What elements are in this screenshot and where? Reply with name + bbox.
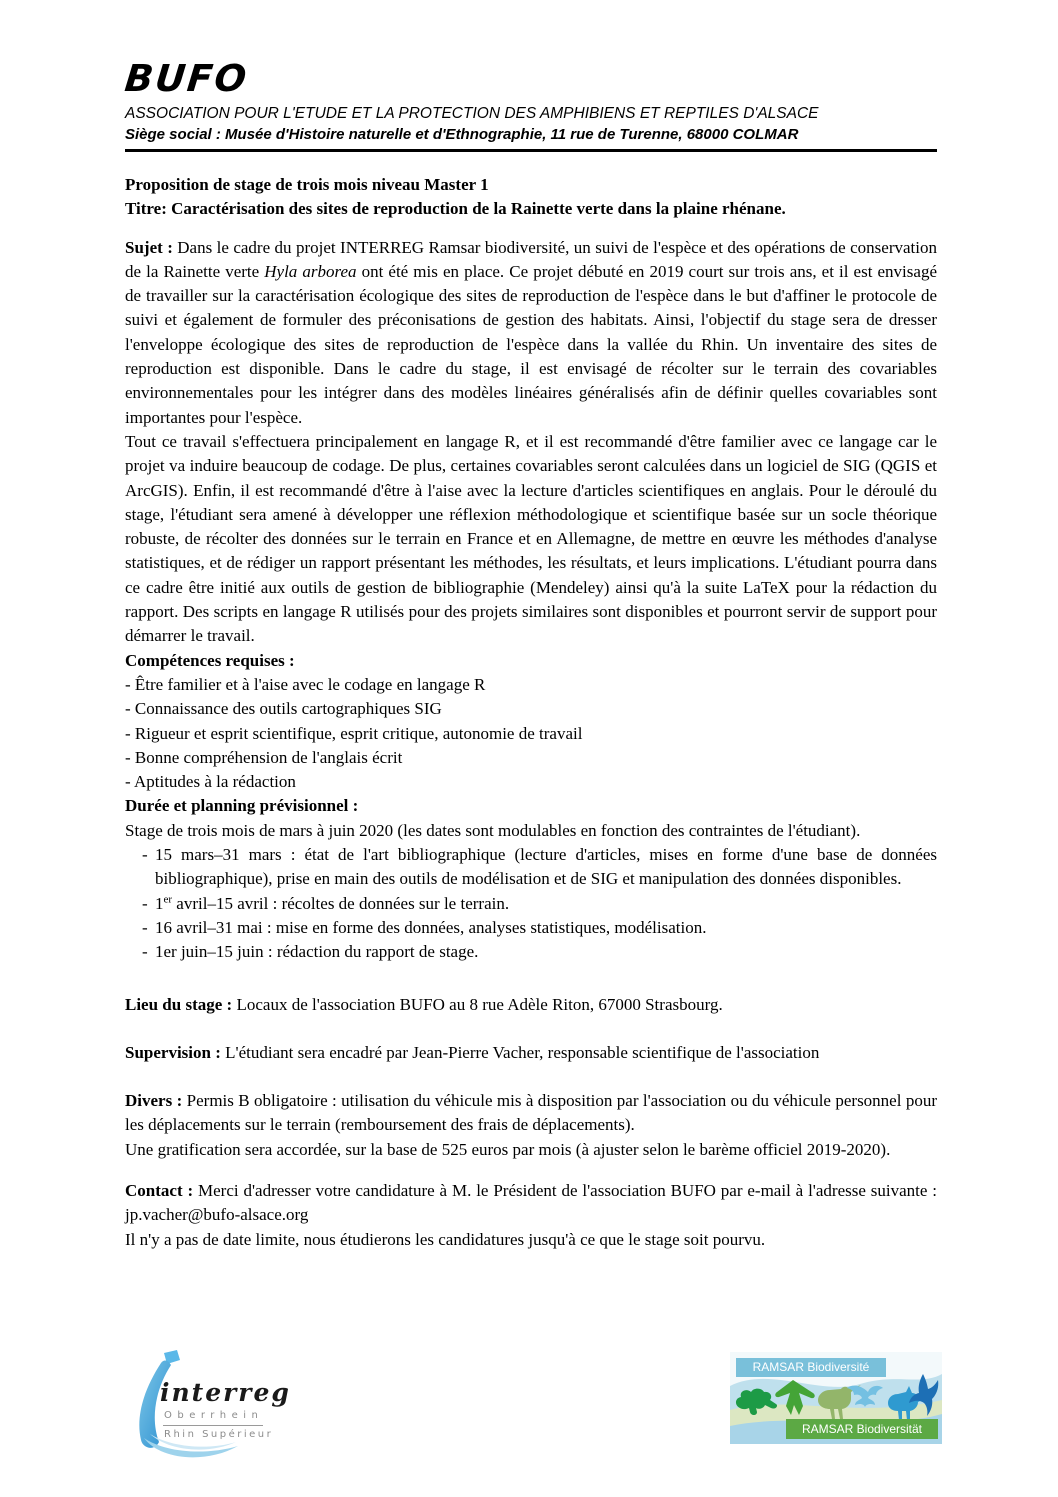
interreg-logo bbox=[130, 1350, 291, 1458]
planning-heading: Durée et planning prévisionnel : bbox=[125, 796, 359, 816]
lieu-paragraph: Lieu du stage : Locaux de l'association BUFO au 8 rue Adèle Riton, 67000 Strasbourg. bbox=[125, 994, 723, 1014]
competence-item: - Être familier et à l'aise avec le codage en langage R bbox=[125, 674, 486, 694]
sujet-text-2: ont été mis en place. Ce projet débuté en 2019 court sur trois ans, et il est envisagé de travailler sur la caractérisation écologique des sites de reproduction de l'espèce dans le but d'affiner le protocole de suivi et également de formuler des préconisations de gestion des habitats. Ainsi, l'objectif du stage sera de dresser l'enveloppe écologique des sites de reproduction de l'espèce dans la vallée du Rhin. Un inventaire des sites de reproduction est disponible. Dans le cadre du stage, il est envisagé de récolter sur le terrain des covariables environnementales pour les intégrer dans des modèles linéaires généralisés afin de définir quelles covariables sont importantes pour l'espèce. bbox=[125, 261, 937, 427]
contact-deadline-line: Il n'y a pas de date limite, nous étudierons les candidatures jusqu'à ce que le stage soit pourvu. bbox=[125, 1229, 766, 1249]
sujet-paragraph bbox=[125, 236, 937, 430]
contact-label: Contact : bbox=[125, 1180, 194, 1200]
interreg-rhin-superieur-label: Rhin Supérieur bbox=[164, 1429, 274, 1440]
lieu-label: Lieu du stage : bbox=[125, 994, 233, 1014]
dash-bullet: - bbox=[142, 917, 148, 937]
footer-logos bbox=[130, 1350, 942, 1460]
planning-intro: Stage de trois mois de mars à juin 2020 (les dates sont modulables en fonction des contraintes de l'étudiant). bbox=[125, 820, 861, 840]
sujet-label: Sujet : bbox=[125, 237, 173, 257]
competence-item: - Connaissance des outils cartographiques SIG bbox=[125, 699, 442, 719]
siege-social-line: Siège social : Musée d'Histoire naturelle et d'Ethnographie, 11 rue de Turenne, 68000 COLMAR bbox=[125, 126, 799, 143]
dash-bullet: - bbox=[142, 845, 148, 865]
dash-bullet: - bbox=[142, 942, 148, 962]
bufo-logo: BUFO bbox=[122, 57, 251, 100]
species-name: Hyla arborea bbox=[264, 261, 357, 281]
planning-item: - 1er juin–15 juin : rédaction du rapport de stage. bbox=[125, 940, 937, 964]
title-block bbox=[125, 173, 937, 222]
contact-paragraph: Contact : Merci d'adresser votre candidature à M. le Président de l'association BUFO par e-mail à l'adresse suivante : jp.vacher@bufo-alsace.org bbox=[125, 1180, 938, 1225]
planning-item: - 1er avril–15 avril : récoltes de données sur le terrain. bbox=[125, 892, 937, 916]
header-divider bbox=[125, 149, 937, 152]
proposal-title: Proposition de stage de trois mois niveau Master 1 bbox=[125, 175, 489, 194]
dash-bullet: - bbox=[142, 893, 148, 913]
ramsar-logo bbox=[730, 1352, 942, 1444]
interreg-oberrhein-label: Oberrhein bbox=[164, 1410, 264, 1421]
competence-item: - Bonne compréhension de l'anglais écrit bbox=[125, 747, 403, 767]
competences-heading: Compétences requises : bbox=[125, 650, 295, 670]
planning-item: - 16 avril–31 mai : mise en forme des données, analyses statistiques, modélisation. bbox=[125, 916, 937, 940]
proposal-subtitle: Titre: Caractérisation des sites de reproduction de la Rainette verte dans la plaine rhénane. bbox=[125, 199, 786, 219]
planning-item: - 15 mars–31 mars : état de l'art bibliographique (lecture d'articles, mises en forme d'une base de données bibliographique), prise en main des outils de modélisation et de SIG et manipulation des données disponibles. bbox=[125, 843, 937, 892]
divers-paragraph: Divers : Permis B obligatoire : utilisation du véhicule mis à disposition par l'association ou du véhicule personnel pour les déplacements sur le terrain (remboursement des frais de déplacements). bbox=[125, 1091, 937, 1135]
divers-gratification-line: Une gratification sera accordée, sur la base de 525 euros par mois (à ajuster selon le barème officiel 2019-2020). bbox=[125, 1139, 891, 1159]
ramsar-biodiversitat-label: RAMSAR Biodiversität bbox=[786, 1419, 938, 1439]
competence-item: - Rigueur et esprit scientifique, esprit critique, autonomie de travail bbox=[125, 723, 583, 743]
planning-list bbox=[125, 843, 937, 964]
interreg-divider bbox=[163, 1425, 263, 1426]
competence-item: - Aptitudes à la rédaction bbox=[125, 772, 296, 792]
supervision-paragraph: Supervision : L'étudiant sera encadré par Jean-Pierre Vacher, responsable scientifique de l'association bbox=[125, 1042, 820, 1062]
ramsar-biodiversite-label: RAMSAR Biodiversité bbox=[736, 1358, 886, 1377]
supervision-label: Supervision : bbox=[125, 1042, 221, 1062]
association-name: ASSOCIATION POUR L'ETUDE ET LA PROTECTION DES AMPHIBIENS ET REPTILES D'ALSACE bbox=[125, 105, 819, 122]
method-paragraph: Tout ce travail s'effectuera principalement en langage R, et il est recommandé d'être familier avec ce langage car le projet va induire beaucoup de codage. De plus, certaines covariables seront calculées dans un logiciel de SIG (QGIS et ArcGIS). Enfin, il est recommandé d'être à l'aise avec la lecture d'articles scientifiques en anglais. Pour le déroulé du stage, l'étudiant sera amené à développer une réflexion méthodologique et scientifique basée sur un socle théorique robuste, de récolter des données sur le terrain en France et en Allemagne, de mettre en œuvre les méthodes d'analyse statistiques, et de rédiger un rapport présentant les méthodes, les résultats, et leurs implications. L'étudiant pourra dans ce cadre être initié aux outils de gestion de bibliographie (Mendeley) ainsi qu'à la suite LaTeX pour la rédaction du rapport. Des scripts en langage R utilisés pour des projets similaires sont disponibles et pourront servir de support pour démarrer le travail. bbox=[125, 431, 937, 646]
competences-list bbox=[125, 673, 937, 794]
sujet-text-1: Dans le cadre du projet INTERREG Ramsar biodiversité, un suivi de l'espèce et des opérations de conservation de la Rainette verte bbox=[125, 237, 937, 281]
interreg-wordmark: interreg bbox=[160, 1378, 291, 1407]
divers-label: Divers : bbox=[125, 1091, 183, 1111]
